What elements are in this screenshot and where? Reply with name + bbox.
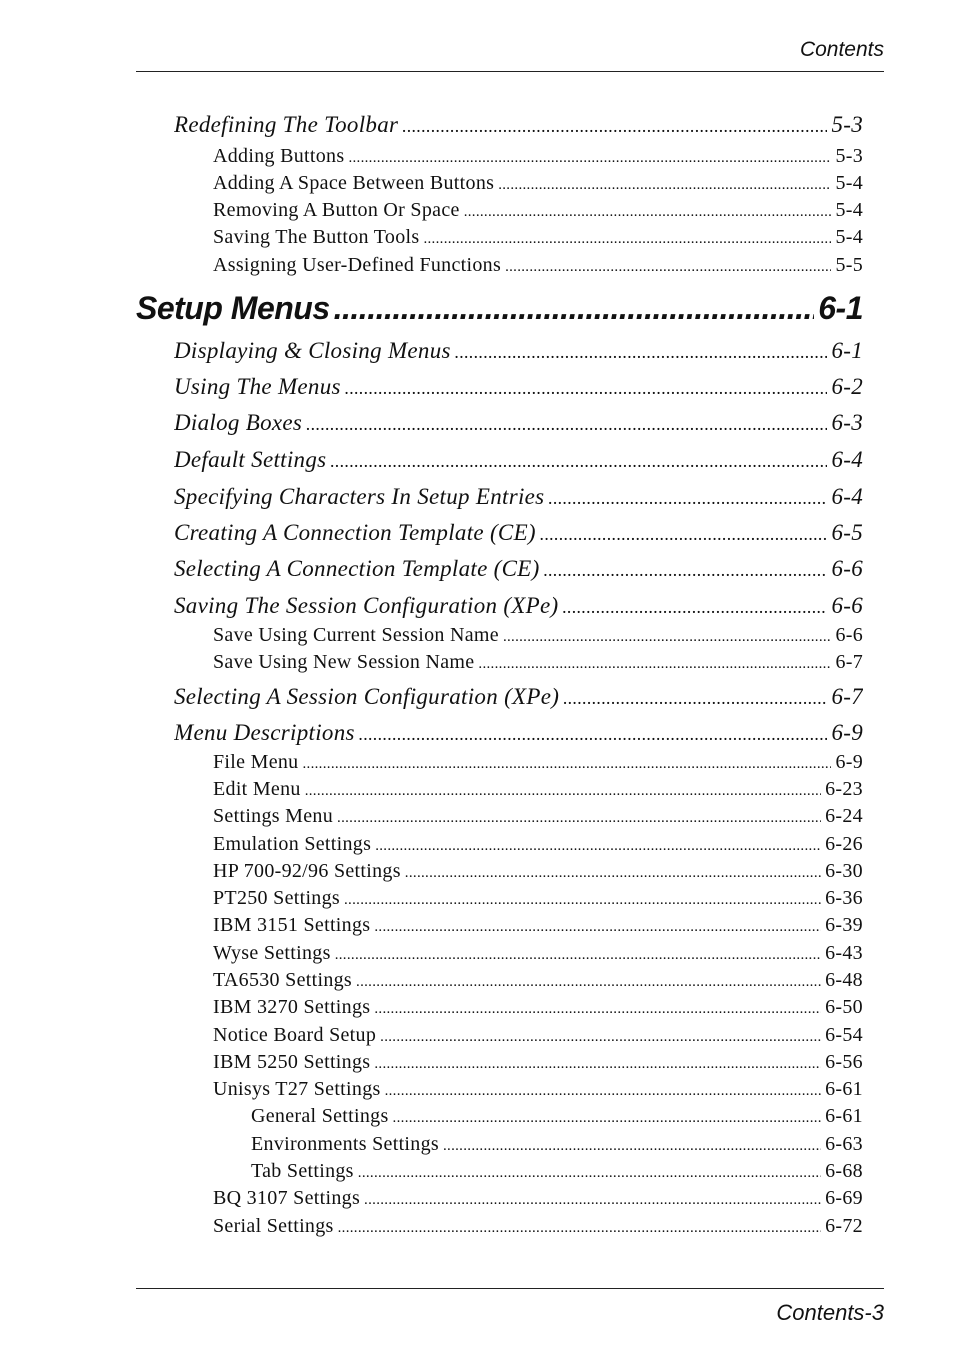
toc-entry-title: IBM 3270 Settings bbox=[213, 996, 371, 1018]
toc-dot-leader bbox=[405, 865, 821, 882]
toc-entry[interactable] bbox=[213, 199, 863, 222]
toc-entry-page: 6-48 bbox=[825, 969, 863, 991]
toc-dot-leader bbox=[364, 1192, 821, 1209]
toc-dot-leader bbox=[455, 342, 828, 363]
toc-entry-title: Notice Board Setup bbox=[213, 1024, 377, 1046]
toc-entry-page: 5-4 bbox=[835, 226, 863, 248]
toc-dot-leader bbox=[375, 838, 821, 855]
toc-dot-leader bbox=[359, 724, 828, 745]
toc-entry-page: 6-3 bbox=[831, 410, 863, 435]
toc-entry[interactable] bbox=[213, 751, 863, 774]
toc-entry-page: 6-7 bbox=[835, 651, 863, 673]
toc-entry-title: Wyse Settings bbox=[213, 942, 331, 964]
toc-entry-title: Adding A Space Between Buttons bbox=[213, 172, 495, 194]
toc-entry-page: 6-72 bbox=[825, 1215, 863, 1237]
toc-entry-page: 5-3 bbox=[831, 112, 863, 137]
toc-entry[interactable] bbox=[213, 1051, 863, 1074]
toc-entry-title: IBM 5250 Settings bbox=[213, 1051, 371, 1073]
toc-entry[interactable] bbox=[174, 112, 863, 138]
toc-entry[interactable] bbox=[251, 1133, 863, 1156]
toc-entry[interactable] bbox=[213, 1024, 863, 1047]
toc-entry[interactable] bbox=[213, 833, 863, 856]
toc-entry-title: Adding Buttons bbox=[213, 145, 345, 167]
toc-entry-title: Selecting A Connection Template (CE) bbox=[174, 556, 540, 581]
toc-entry[interactable] bbox=[213, 651, 863, 674]
toc-dot-leader bbox=[540, 524, 828, 545]
toc-entry-page: 6-23 bbox=[825, 778, 863, 800]
toc-entry[interactable] bbox=[213, 860, 863, 883]
toc-entry[interactable] bbox=[213, 145, 863, 168]
running-header: Contents bbox=[799, 38, 884, 61]
toc-entry-page: 6-9 bbox=[831, 720, 863, 745]
toc-entry-page: 6-6 bbox=[835, 624, 863, 646]
toc-dot-leader bbox=[306, 414, 827, 435]
toc-dot-leader bbox=[302, 756, 831, 773]
toc-entry-title: Setup Menus bbox=[136, 290, 330, 326]
toc-dot-leader bbox=[544, 560, 828, 581]
toc-entry-page: 6-7 bbox=[831, 684, 863, 709]
toc-entry-page: 5-4 bbox=[835, 172, 863, 194]
toc-entry-page: 6-5 bbox=[831, 520, 863, 545]
toc-entry[interactable] bbox=[174, 720, 863, 746]
header-rule bbox=[136, 71, 884, 72]
toc-entry-page: 6-24 bbox=[825, 805, 863, 827]
toc-entry-title: Serial Settings bbox=[213, 1215, 334, 1237]
toc-entry-page: 6-54 bbox=[825, 1024, 863, 1046]
toc-entry-page: 6-26 bbox=[825, 833, 863, 855]
page-number: Contents-3 bbox=[776, 1300, 884, 1325]
toc-dot-leader bbox=[374, 1056, 821, 1073]
toc-entry[interactable] bbox=[213, 942, 863, 965]
toc-dot-leader bbox=[374, 919, 821, 936]
toc-entry[interactable] bbox=[213, 226, 863, 249]
toc-entry-title: Default Settings bbox=[174, 447, 327, 472]
toc-dot-leader bbox=[443, 1138, 821, 1155]
toc-dot-leader bbox=[334, 290, 815, 327]
toc-dot-leader bbox=[423, 231, 831, 248]
toc-entry[interactable] bbox=[213, 996, 863, 1019]
toc-entry[interactable] bbox=[213, 914, 863, 937]
toc-entry-page: 6-61 bbox=[825, 1105, 863, 1127]
toc-entry-page: 6-1 bbox=[818, 290, 863, 326]
toc-entry-title: IBM 3151 Settings bbox=[213, 914, 371, 936]
toc-dot-leader bbox=[503, 629, 832, 646]
toc-dot-leader bbox=[478, 656, 831, 673]
toc-entry[interactable] bbox=[174, 556, 863, 582]
toc-dot-leader bbox=[344, 892, 821, 909]
toc-entry[interactable] bbox=[213, 969, 863, 992]
toc-entry-title: Redefining The Toolbar bbox=[174, 112, 399, 137]
toc-entry-page: 6-6 bbox=[831, 593, 863, 618]
toc-dot-leader bbox=[335, 947, 821, 964]
toc-entry[interactable] bbox=[213, 805, 863, 828]
toc-entry-title: Creating A Connection Template (CE) bbox=[174, 520, 536, 545]
toc-entry-page: 6-56 bbox=[825, 1051, 863, 1073]
toc-entry[interactable] bbox=[213, 172, 863, 195]
toc-entry-title: Tab Settings bbox=[251, 1160, 354, 1182]
toc-dot-leader bbox=[385, 1083, 822, 1100]
toc-entry-page: 6-68 bbox=[825, 1160, 863, 1182]
toc-dot-leader bbox=[548, 488, 827, 509]
toc-entry[interactable] bbox=[174, 684, 863, 710]
toc-entry-title: Unisys T27 Settings bbox=[213, 1078, 381, 1100]
toc-entry[interactable] bbox=[174, 374, 863, 400]
toc-entry[interactable] bbox=[213, 887, 863, 910]
toc-dot-leader bbox=[402, 116, 827, 137]
toc-entry[interactable] bbox=[174, 447, 863, 473]
toc-dot-leader bbox=[563, 688, 827, 709]
toc-entry[interactable] bbox=[213, 624, 863, 647]
toc-entry[interactable] bbox=[174, 410, 863, 436]
toc-entry-title: File Menu bbox=[213, 751, 299, 773]
toc-entry[interactable] bbox=[174, 484, 863, 510]
toc-entry-page: 6-39 bbox=[825, 914, 863, 936]
toc-dot-leader bbox=[345, 378, 828, 399]
toc-dot-leader bbox=[348, 150, 831, 167]
toc-entry-page: 6-4 bbox=[831, 484, 863, 509]
toc-dot-leader bbox=[498, 177, 831, 194]
toc-entry-page: 5-3 bbox=[835, 145, 863, 167]
toc-entry-page: 6-61 bbox=[825, 1078, 863, 1100]
toc-dot-leader bbox=[305, 783, 821, 800]
toc-entry-title: Menu Descriptions bbox=[174, 720, 355, 745]
toc-entry[interactable] bbox=[174, 520, 863, 546]
toc-entry-title: Emulation Settings bbox=[213, 833, 372, 855]
toc-entry-page: 6-36 bbox=[825, 887, 863, 909]
toc-entry[interactable] bbox=[213, 1187, 863, 1210]
toc-entry-page: 6-63 bbox=[825, 1133, 863, 1155]
toc-entry-title: Selecting A Session Configuration (XPe) bbox=[174, 684, 560, 709]
toc-entry-title: Save Using Current Session Name bbox=[213, 624, 499, 646]
footer-rule bbox=[136, 1288, 884, 1289]
toc-entry[interactable] bbox=[251, 1105, 863, 1128]
toc-entry-title: Displaying & Closing Menus bbox=[174, 338, 451, 363]
toc-entry-title: Save Using New Session Name bbox=[213, 651, 475, 673]
toc-entry-title: Environments Settings bbox=[251, 1133, 439, 1155]
toc-entry-title: Using The Menus bbox=[174, 374, 341, 399]
toc-entry[interactable] bbox=[174, 338, 863, 364]
toc-entry[interactable] bbox=[213, 1078, 863, 1101]
toc-entry-title: BQ 3107 Settings bbox=[213, 1187, 361, 1209]
toc-entry-title: PT250 Settings bbox=[213, 887, 340, 909]
toc-dot-leader bbox=[356, 974, 821, 991]
toc-entry-page: 6-9 bbox=[835, 751, 863, 773]
toc-entry-title: Saving The Button Tools bbox=[213, 226, 420, 248]
toc-entry-title: Removing A Button Or Space bbox=[213, 199, 460, 221]
toc-chapter-entry[interactable] bbox=[136, 290, 863, 327]
toc-dot-leader bbox=[358, 1165, 821, 1182]
toc-dot-leader bbox=[330, 451, 827, 472]
toc-entry-title: Dialog Boxes bbox=[174, 410, 303, 435]
toc-dot-leader bbox=[338, 1220, 822, 1237]
toc-entry-page: 6-2 bbox=[831, 374, 863, 399]
toc-entry-page: 5-4 bbox=[835, 199, 863, 221]
toc-dot-leader bbox=[562, 597, 827, 618]
toc-entry-title: Saving The Session Configuration (XPe) bbox=[174, 593, 559, 618]
toc-dot-leader bbox=[464, 204, 832, 221]
toc-entry[interactable] bbox=[213, 1215, 863, 1238]
toc-entry-title: Settings Menu bbox=[213, 805, 334, 827]
toc-entry-title: Specifying Characters In Setup Entries bbox=[174, 484, 545, 509]
toc-entry-page: 6-50 bbox=[825, 996, 863, 1018]
toc-dot-leader bbox=[393, 1110, 822, 1127]
toc-entry-title: Edit Menu bbox=[213, 778, 301, 800]
toc-entry-page: 6-6 bbox=[831, 556, 863, 581]
toc-entry[interactable] bbox=[213, 254, 863, 277]
toc-entry-title: Assigning User-Defined Functions bbox=[213, 254, 502, 276]
toc-entry-page: 6-1 bbox=[831, 338, 863, 363]
toc-entry[interactable] bbox=[251, 1160, 863, 1183]
toc-entry[interactable] bbox=[174, 593, 863, 619]
toc-entry-page: 6-4 bbox=[831, 447, 863, 472]
toc-entry-title: HP 700-92/96 Settings bbox=[213, 860, 401, 882]
toc-dot-leader bbox=[337, 810, 821, 827]
toc-entry[interactable] bbox=[213, 778, 863, 801]
toc-entry-page: 6-30 bbox=[825, 860, 863, 882]
toc-entry-page: 6-43 bbox=[825, 942, 863, 964]
toc-dot-leader bbox=[380, 1029, 821, 1046]
toc-entry-page: 6-69 bbox=[825, 1187, 863, 1209]
toc-entry-title: TA6530 Settings bbox=[213, 969, 353, 991]
toc-entry-title: General Settings bbox=[251, 1105, 389, 1127]
toc-dot-leader bbox=[505, 259, 831, 276]
toc-dot-leader bbox=[374, 1001, 821, 1018]
toc-entry-page: 5-5 bbox=[835, 254, 863, 276]
